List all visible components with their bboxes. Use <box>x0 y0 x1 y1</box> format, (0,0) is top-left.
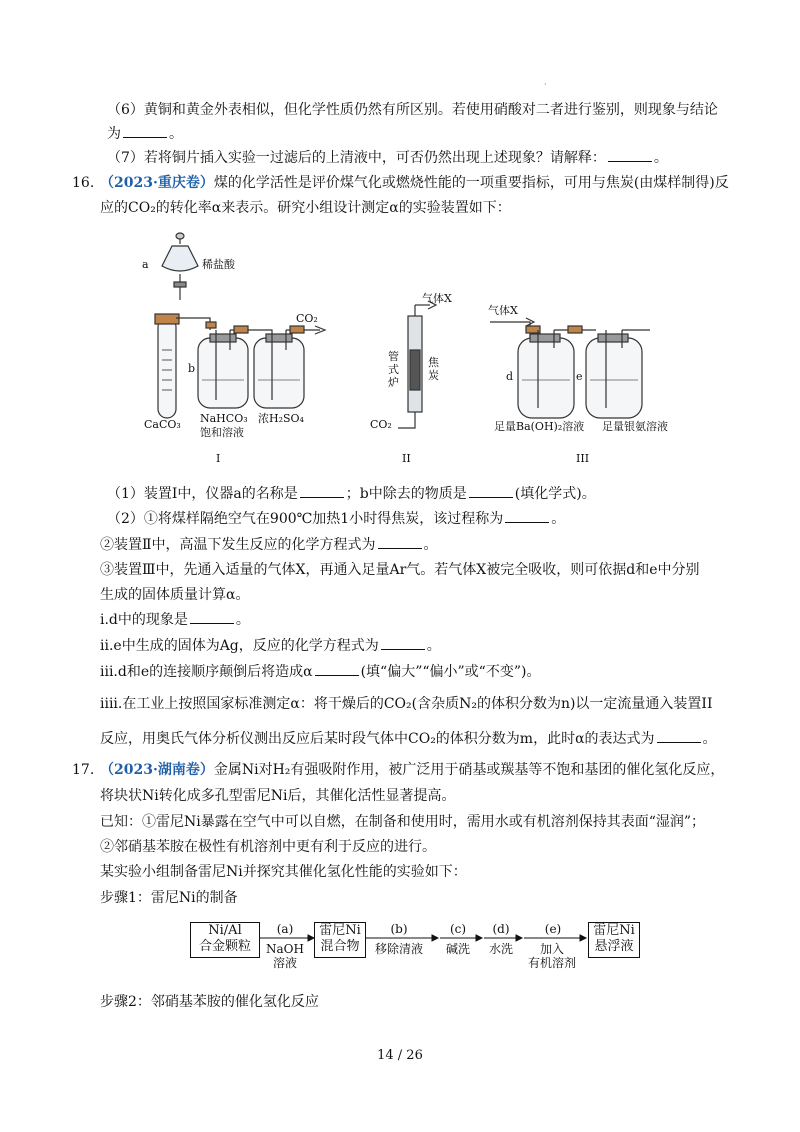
answer-blank <box>123 125 167 138</box>
top-mark: · <box>544 80 547 89</box>
answer-blank <box>381 637 425 650</box>
q16-part2-3a: ③装置Ⅲ中，先通入适量的气体X，再通入足量Ar气。若气体X被完全吸收，则可依据d和e中分别 <box>100 562 700 578</box>
label-co2-out: CO₂ <box>296 312 318 325</box>
q17-step2: 步骤2：邻硝基苯胺的催化氢化反应 <box>100 994 319 1010</box>
q17-source: （2023·湖南卷） <box>100 762 214 778</box>
flow-step-d: (d) <box>492 922 510 936</box>
label-e: e <box>576 370 583 383</box>
q17-known-1: 已知：①雷尼Ni暴露在空气中可以自燃，在制备和使用时，需用水或有机溶剂保持其表面“湿润”； <box>100 814 706 830</box>
label-dilute-hcl: 稀盐酸 <box>202 258 235 271</box>
flow-step-d-action: 水洗 <box>488 942 513 956</box>
q16-intro-line2: 应的CO₂的转化率α来表示。研究小组设计测定α的实验装置如下： <box>100 200 511 216</box>
answer-blank <box>378 536 422 549</box>
q16-part-ii: ii.e中生成的固体为Ag，反应的化学方程式为 。 <box>100 638 441 654</box>
page-number: 14 / 26 <box>377 1048 423 1063</box>
label-saturated: 饱和溶液 <box>200 426 244 439</box>
label-silver-ammonia: 足量银氨溶液 <box>602 420 668 433</box>
q17-step1: 步骤1：雷尼Ni的制备 <box>100 890 238 906</box>
flow-box-mixture: 雷尼Ni 混合物 <box>314 922 366 958</box>
preparation-flowchart <box>190 920 650 990</box>
q16-part-iii: iii.d和e的连接顺序颠倒后将造成α (填“偏大”“偏小”或“不变”)。 <box>100 664 541 680</box>
label-h2so4: 浓H₂SO₄ <box>258 412 304 425</box>
answer-blank <box>657 730 701 743</box>
q17-known-2: ②邻硝基苯胺在极性有机溶剂中更有利于反应的进行。 <box>100 839 436 855</box>
label-gas-x-in: 气体X <box>488 304 518 317</box>
flow-step-e-action: 加入 有机溶剂 <box>527 942 576 970</box>
answer-blank <box>300 485 344 498</box>
q17-intro-line1: （2023·湖南卷）金属Ni对H₂有强吸附作用，被广泛用于硝基或羰基等不饱和基团的催化氢化反应， <box>100 762 725 778</box>
label-caco3: CaCO₃ <box>144 418 181 431</box>
q15-part6-line2: 为 。 <box>107 126 183 142</box>
flow-box-suspension: 雷尼Ni 悬浮液 <box>588 922 640 958</box>
label-tube-furnace: 管式炉 <box>388 350 399 389</box>
label-coke: 焦炭 <box>428 356 439 382</box>
label-a: a <box>142 258 149 271</box>
apparatus-figure <box>130 230 730 470</box>
flow-step-b-action: 移除清液 <box>374 942 423 956</box>
label-nahco3: NaHCO₃ <box>200 412 248 425</box>
flow-step-a-reagent: NaOH 溶液 <box>266 942 304 970</box>
flow-step-b: (b) <box>390 922 408 936</box>
q16-part2-2: ②装置Ⅱ中，高温下发生反应的化学方程式为 。 <box>100 537 438 553</box>
q16-source: （2023·重庆卷） <box>100 175 214 191</box>
label-co2-in: CO₂ <box>370 418 392 431</box>
q16-part1: （1）装置Ⅰ中，仪器a的名称是 ；b中除去的物质是 (填化学式)。 <box>107 486 596 502</box>
label-gas-x-top: 气体X <box>422 292 452 305</box>
flow-step-c-action: 碱洗 <box>445 942 470 956</box>
answer-blank <box>505 510 549 523</box>
label-d: d <box>506 370 514 383</box>
answer-blank <box>608 149 652 162</box>
q16-intro-line1: （2023·重庆卷）煤的化学活性是评价煤气化或燃烧性能的一项重要指标，可用与焦炭(由煤样制得)反 <box>100 175 729 191</box>
label-baoh2: 足量Ba(OH)₂溶液 <box>494 420 585 433</box>
q15-part6-line1: （6）黄铜和黄金外表相似，但化学性质仍然有所区别。若使用硝酸对二者进行鉴别，则现象与结论 <box>107 102 718 118</box>
label-b: b <box>188 362 196 375</box>
q16-part2-3b: 生成的固体质量计算α。 <box>100 587 250 603</box>
flow-step-c: (c) <box>449 922 467 936</box>
q17-number: 17. <box>72 762 95 778</box>
flow-step-a: (a) <box>276 922 294 936</box>
q16-part-iv-b: 反应，用奥氏气体分析仪测出反应后某时段气体中CO₂的体积分数为m，此时α的表达式为 。 <box>100 731 717 747</box>
answer-blank <box>190 611 234 624</box>
q16-part-iv-a: iiii.在工业上按照国家标准测定α：将干燥后的CO₂(含杂质N₂的体积分数为n)以一定流量通入装置II <box>100 696 713 712</box>
answer-blank <box>315 663 359 676</box>
flow-step-e: (e) <box>544 922 562 936</box>
q17-lead: 某实验小组制备雷尼Ni并探究其催化氢化性能的实验如下： <box>100 864 467 880</box>
label-roman-2: II <box>402 452 411 465</box>
label-roman-1: I <box>216 452 221 465</box>
q15-part7: （7）若将铜片插入实验一过滤后的上清液中，可否仍然出现上述现象？请解释： 。 <box>107 150 668 166</box>
q16-number: 16. <box>72 175 95 191</box>
label-roman-3: III <box>576 452 590 465</box>
q16-part-i: i.d中的现象是 。 <box>100 612 250 628</box>
q16-part2-1: （2）①将煤样隔绝空气在900℃加热1小时得焦炭，该过程称为 。 <box>107 511 566 527</box>
q17-intro-line2: 将块状Ni转化成多孔型雷尼Ni后，其催化活性显著提高。 <box>100 788 456 804</box>
answer-blank <box>469 485 513 498</box>
flow-box-alloy: Ni/Al 合金颗粒 <box>190 922 260 958</box>
